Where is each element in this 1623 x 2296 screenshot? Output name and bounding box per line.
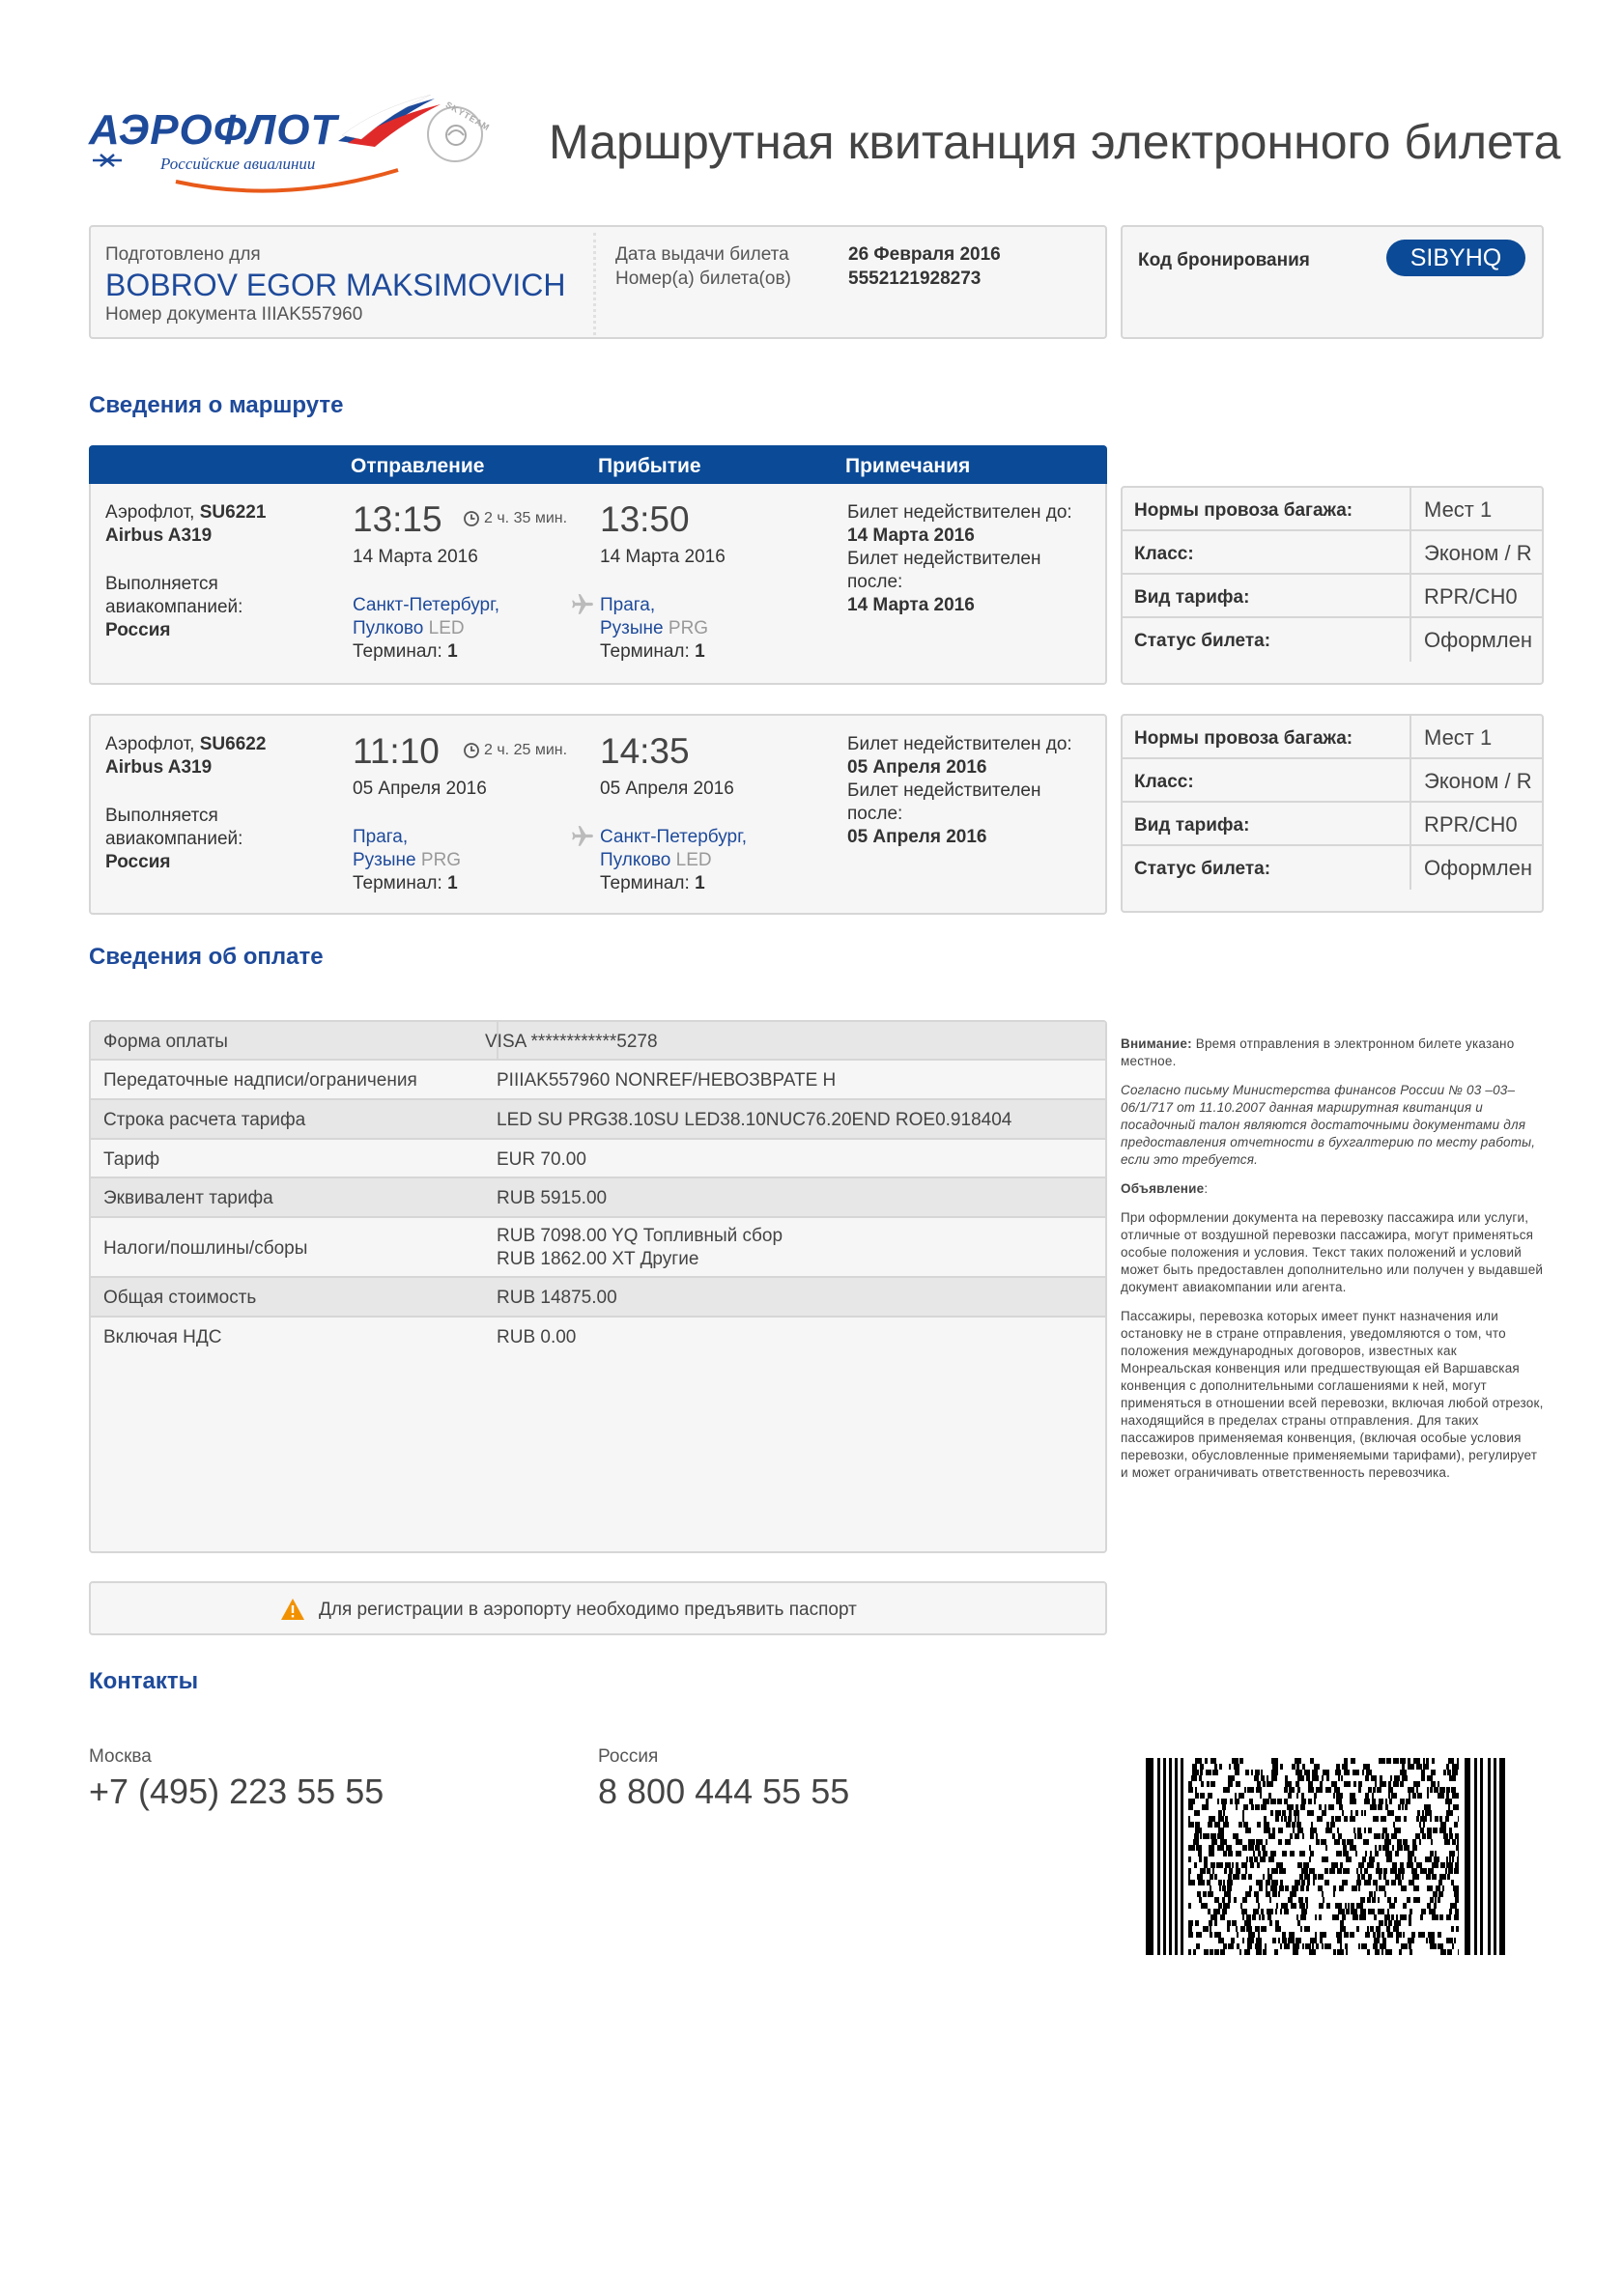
valid-until-date: 14 Марта 2016 xyxy=(847,525,975,546)
announcement-heading: Объявление: xyxy=(1121,1181,1209,1196)
flight-duration: 2 ч. 35 мин. xyxy=(484,510,568,526)
payment-key: Форма оплаты xyxy=(103,1032,228,1052)
info-value: Оформлен xyxy=(1409,618,1532,662)
terminal-label: Терминал: xyxy=(600,641,690,662)
plane-icon xyxy=(570,592,595,617)
valid-until-label: Билет недействителен до: xyxy=(847,734,1072,754)
ticket-number-label: Номер(а) билета(ов) xyxy=(615,269,791,289)
departure-city: Санкт-Петербург, xyxy=(353,595,499,615)
invalid-after-label: Билет недействителен после: xyxy=(847,780,1041,824)
info-value: Оформлен xyxy=(1409,846,1532,890)
departure-terminal xyxy=(353,640,458,664)
payment-row xyxy=(91,1318,1105,1553)
contact-city: Москва xyxy=(89,1746,152,1767)
airline-name: Аэрофлот, xyxy=(105,734,195,754)
payment-value-text: VISA ************5278 xyxy=(485,1032,658,1052)
arrival-airport xyxy=(600,849,712,872)
departure-date: 14 Марта 2016 xyxy=(353,547,478,567)
info-row-fare xyxy=(1123,575,1542,618)
payment-row xyxy=(91,1061,1105,1100)
airport-code: LED xyxy=(428,618,465,638)
info-value: RPR/CH0 xyxy=(1409,575,1518,618)
payment-key: Тариф xyxy=(103,1149,160,1170)
terminal-number: 1 xyxy=(695,641,705,662)
terminal-label: Терминал: xyxy=(353,641,442,662)
flight-2-info xyxy=(1121,714,1544,913)
valid-until-date: 05 Апреля 2016 xyxy=(847,757,987,778)
passenger-ticket-box xyxy=(89,225,1107,339)
document-number: Номер документа IIIAK557960 xyxy=(105,304,363,325)
route-section-title: Сведения о маршруте xyxy=(89,392,344,418)
departure-airport xyxy=(353,849,461,872)
payment-value: RUB 7098.00 YQ Топливный сбор xyxy=(497,1226,783,1246)
aeroflot-logo xyxy=(89,95,492,201)
booking-code-badge: SIBYHQ xyxy=(1386,240,1525,276)
passenger-name: BOBROV EGOR MAKSIMOVICH xyxy=(105,268,566,302)
info-value: Эконом / R xyxy=(1409,531,1532,575)
airport-name: Рузыне xyxy=(353,850,416,870)
pdf417-barcode xyxy=(1146,1758,1505,1955)
flight-number: SU6622 xyxy=(199,734,267,754)
airport-code: PRG xyxy=(668,618,709,638)
route-table-header xyxy=(89,445,1107,486)
attention-text: Время отправления в электронном билете указано местное. xyxy=(1121,1036,1515,1068)
arrival-date: 14 Марта 2016 xyxy=(600,547,726,567)
logo-text: АЭРОФЛОТ xyxy=(89,106,338,154)
flight-airline xyxy=(105,501,266,524)
perforation-divider xyxy=(593,233,596,335)
terminal-number: 1 xyxy=(447,873,458,893)
attention-note xyxy=(1121,1035,1546,1070)
payment-value: LED SU PRG38.10SU LED38.10NUC76.20END ROE0.918404 xyxy=(497,1110,1012,1130)
departure-city: Прага, xyxy=(353,827,409,847)
contact-phone: +7 (495) 223 55 55 xyxy=(89,1772,384,1811)
contact-city: Россия xyxy=(598,1746,659,1767)
info-row-status xyxy=(1123,618,1542,662)
payment-key: Включая НДС xyxy=(103,1327,222,1347)
terminal-label: Терминал: xyxy=(353,873,442,893)
arrival-date: 05 Апреля 2016 xyxy=(600,779,734,799)
warning-icon xyxy=(280,1598,305,1621)
arrival-time: 13:50 xyxy=(600,499,690,539)
payment-value: EUR 70.00 xyxy=(497,1149,586,1170)
payment-value: RUB 0.00 xyxy=(497,1327,577,1347)
announcement-text: При оформлении документа на перевозку пассажира или услуги, отличные от воздушной перевозки пассажира, могут применяться особые положения и условия. Текст таких положений и условий может быть предоставлен дополнительно или получен у выдавшей документ авиакомпании или агента. xyxy=(1121,1210,1544,1294)
payment-table xyxy=(89,1020,1107,1553)
attention-label: Внимание: xyxy=(1121,1036,1192,1051)
info-row-class xyxy=(1123,759,1542,803)
arrival-airport xyxy=(600,617,708,640)
valid-until-label: Билет недействителен до: xyxy=(847,502,1072,523)
info-row-baggage xyxy=(1123,716,1542,759)
payment-row xyxy=(91,1178,1105,1218)
airport-name: Рузыне xyxy=(600,618,664,638)
airport-code: LED xyxy=(675,850,712,870)
operated-by-label: Выполняется авиакомпанией: xyxy=(105,574,243,617)
warning-text: Для регистрации в аэропорту необходимо предъявить паспорт xyxy=(319,1600,857,1620)
passengers-note: Пассажиры, перевозка которых имеет пункт назначения или остановку не в стране отправления, уведомляются о том, что положения международных договоров, известных как Монреальская конвенция или предшествующая ей Варшавская конвенция с дополнительными соглашениями к ней, могут применяться в отношении всей перевозки, включая любой отрезок, находящийся в пределах страны отправления. Для таких пассажиров применяемая конвенция, (включая особые условия перевозки, обусловленные применяемыми тарифами), регулирует и может ограничивать ответственность перевозчика. xyxy=(1121,1309,1544,1480)
flight-duration: 2 ч. 25 мин. xyxy=(484,742,568,758)
prepared-for-label: Подготовлено для xyxy=(105,244,261,265)
flight-segment-2 xyxy=(89,714,1107,915)
info-key: Вид тарифа: xyxy=(1134,587,1250,608)
arrival-terminal xyxy=(600,872,705,895)
info-key: Нормы провоза багажа: xyxy=(1134,500,1353,521)
airline-name: Аэрофлот, xyxy=(105,502,195,523)
airport-code: PRG xyxy=(420,850,462,870)
logo-subtitle: Российские авиалинии xyxy=(160,155,316,173)
payment-key: Строка расчета тарифа xyxy=(103,1110,306,1130)
arrival-time: 14:35 xyxy=(600,731,690,771)
skyteam-logo xyxy=(427,99,492,162)
info-row-fare xyxy=(1123,803,1542,846)
info-row-class xyxy=(1123,531,1542,575)
terminal-label: Терминал: xyxy=(600,873,690,893)
ticket-number: 5552121928273 xyxy=(848,269,982,289)
col-notes: Примечания xyxy=(845,455,971,477)
info-key: Нормы провоза багажа: xyxy=(1134,728,1353,749)
contact-russia xyxy=(598,1746,849,1812)
payment-row xyxy=(91,1140,1105,1178)
payment-value: PIIIAK557960 NONREF/НЕВОЗВРАТЕ Н xyxy=(497,1070,837,1091)
airport-name: Пулково xyxy=(353,618,424,638)
payment-row xyxy=(91,1022,1105,1061)
arrival-city: Санкт-Петербург, xyxy=(600,827,747,847)
departure-date: 05 Апреля 2016 xyxy=(353,779,487,799)
operated-by: Россия xyxy=(105,852,171,872)
page-title: Маршрутная квитанция электронного билета xyxy=(549,115,1561,169)
clock-icon xyxy=(463,742,480,759)
info-row-baggage xyxy=(1123,488,1542,531)
info-key: Класс: xyxy=(1134,772,1194,792)
flight-1-info xyxy=(1121,486,1544,685)
payment-row xyxy=(91,1218,1105,1278)
arrival-terminal xyxy=(600,640,705,664)
announcement-label: Объявление xyxy=(1121,1181,1205,1196)
departure-airport xyxy=(353,617,465,640)
issue-date: 26 Февраля 2016 xyxy=(848,244,1001,265)
flight-number: SU6221 xyxy=(199,502,267,523)
col-arrival: Прибытие xyxy=(598,455,701,477)
issue-date-label: Дата выдачи билета xyxy=(615,244,789,265)
skyteam-text: SKYTEAM xyxy=(443,99,492,133)
terminal-number: 1 xyxy=(447,641,458,662)
info-value: RPR/CH0 xyxy=(1409,803,1518,846)
info-value: Мест 1 xyxy=(1409,488,1492,531)
ministry-note: Согласно письму Министерства финансов России № 03 –03–06/1/717 от 11.10.2007 данная маршрутная квитанция и посадочный талон являются достаточными документами для предоставления отчетности в бухгалтерию по месту работы, если это требуется. xyxy=(1121,1083,1536,1167)
booking-code-label: Код бронирования xyxy=(1138,250,1310,270)
departure-time: 13:15 xyxy=(353,499,442,539)
info-key: Класс: xyxy=(1134,544,1194,564)
payment-row xyxy=(91,1100,1105,1140)
col-departure: Отправление xyxy=(351,455,485,477)
operated-by: Россия xyxy=(105,620,171,640)
departure-time: 11:10 xyxy=(353,731,440,771)
payment-section-title: Сведения об оплате xyxy=(89,944,324,970)
payment-value-2: RUB 1862.00 XT Другие xyxy=(497,1249,699,1269)
operated-by-label: Выполняется авиакомпанией: xyxy=(105,806,243,849)
contacts-section-title: Контакты xyxy=(89,1668,199,1694)
logo-swoosh-icon xyxy=(108,162,437,201)
skyteam-icon xyxy=(442,122,470,149)
passport-warning xyxy=(89,1581,1107,1635)
payment-key: Эквивалент тарифа xyxy=(103,1188,273,1208)
payment-key: Передаточные надписи/ограничения xyxy=(103,1070,417,1091)
payment-key: Налоги/пошлины/сборы xyxy=(103,1238,308,1259)
aircraft: Airbus A319 xyxy=(105,757,213,778)
invalid-after-label: Билет недействителен после: xyxy=(847,549,1041,592)
departure-terminal xyxy=(353,872,458,895)
payment-value: RUB 14875.00 xyxy=(497,1288,617,1308)
terminal-number: 1 xyxy=(695,873,705,893)
arrival-city: Прага, xyxy=(600,595,656,615)
payment-key: Общая стоимость xyxy=(103,1288,257,1308)
payment-value: RUB 5915.00 xyxy=(497,1188,608,1208)
info-value: Эконом / R xyxy=(1409,759,1532,803)
clock-icon xyxy=(463,510,480,527)
info-row-status xyxy=(1123,846,1542,890)
flight-segment-1 xyxy=(89,484,1107,685)
invalid-after-date: 14 Марта 2016 xyxy=(847,595,975,615)
legal-notes xyxy=(1121,1035,1546,1493)
contact-phone: 8 800 444 55 55 xyxy=(598,1772,850,1811)
invalid-after-date: 05 Апреля 2016 xyxy=(847,827,987,847)
payment-value xyxy=(485,1022,658,1061)
info-key: Вид тарифа: xyxy=(1134,815,1250,836)
info-value: Мест 1 xyxy=(1409,716,1492,759)
contact-moscow xyxy=(89,1746,384,1812)
flight-airline xyxy=(105,733,266,756)
info-key: Статус билета: xyxy=(1134,631,1271,651)
plane-icon xyxy=(570,824,595,849)
info-key: Статус билета: xyxy=(1134,859,1271,879)
airport-name: Пулково xyxy=(600,850,671,870)
aircraft: Airbus A319 xyxy=(105,525,213,546)
payment-row xyxy=(91,1278,1105,1318)
